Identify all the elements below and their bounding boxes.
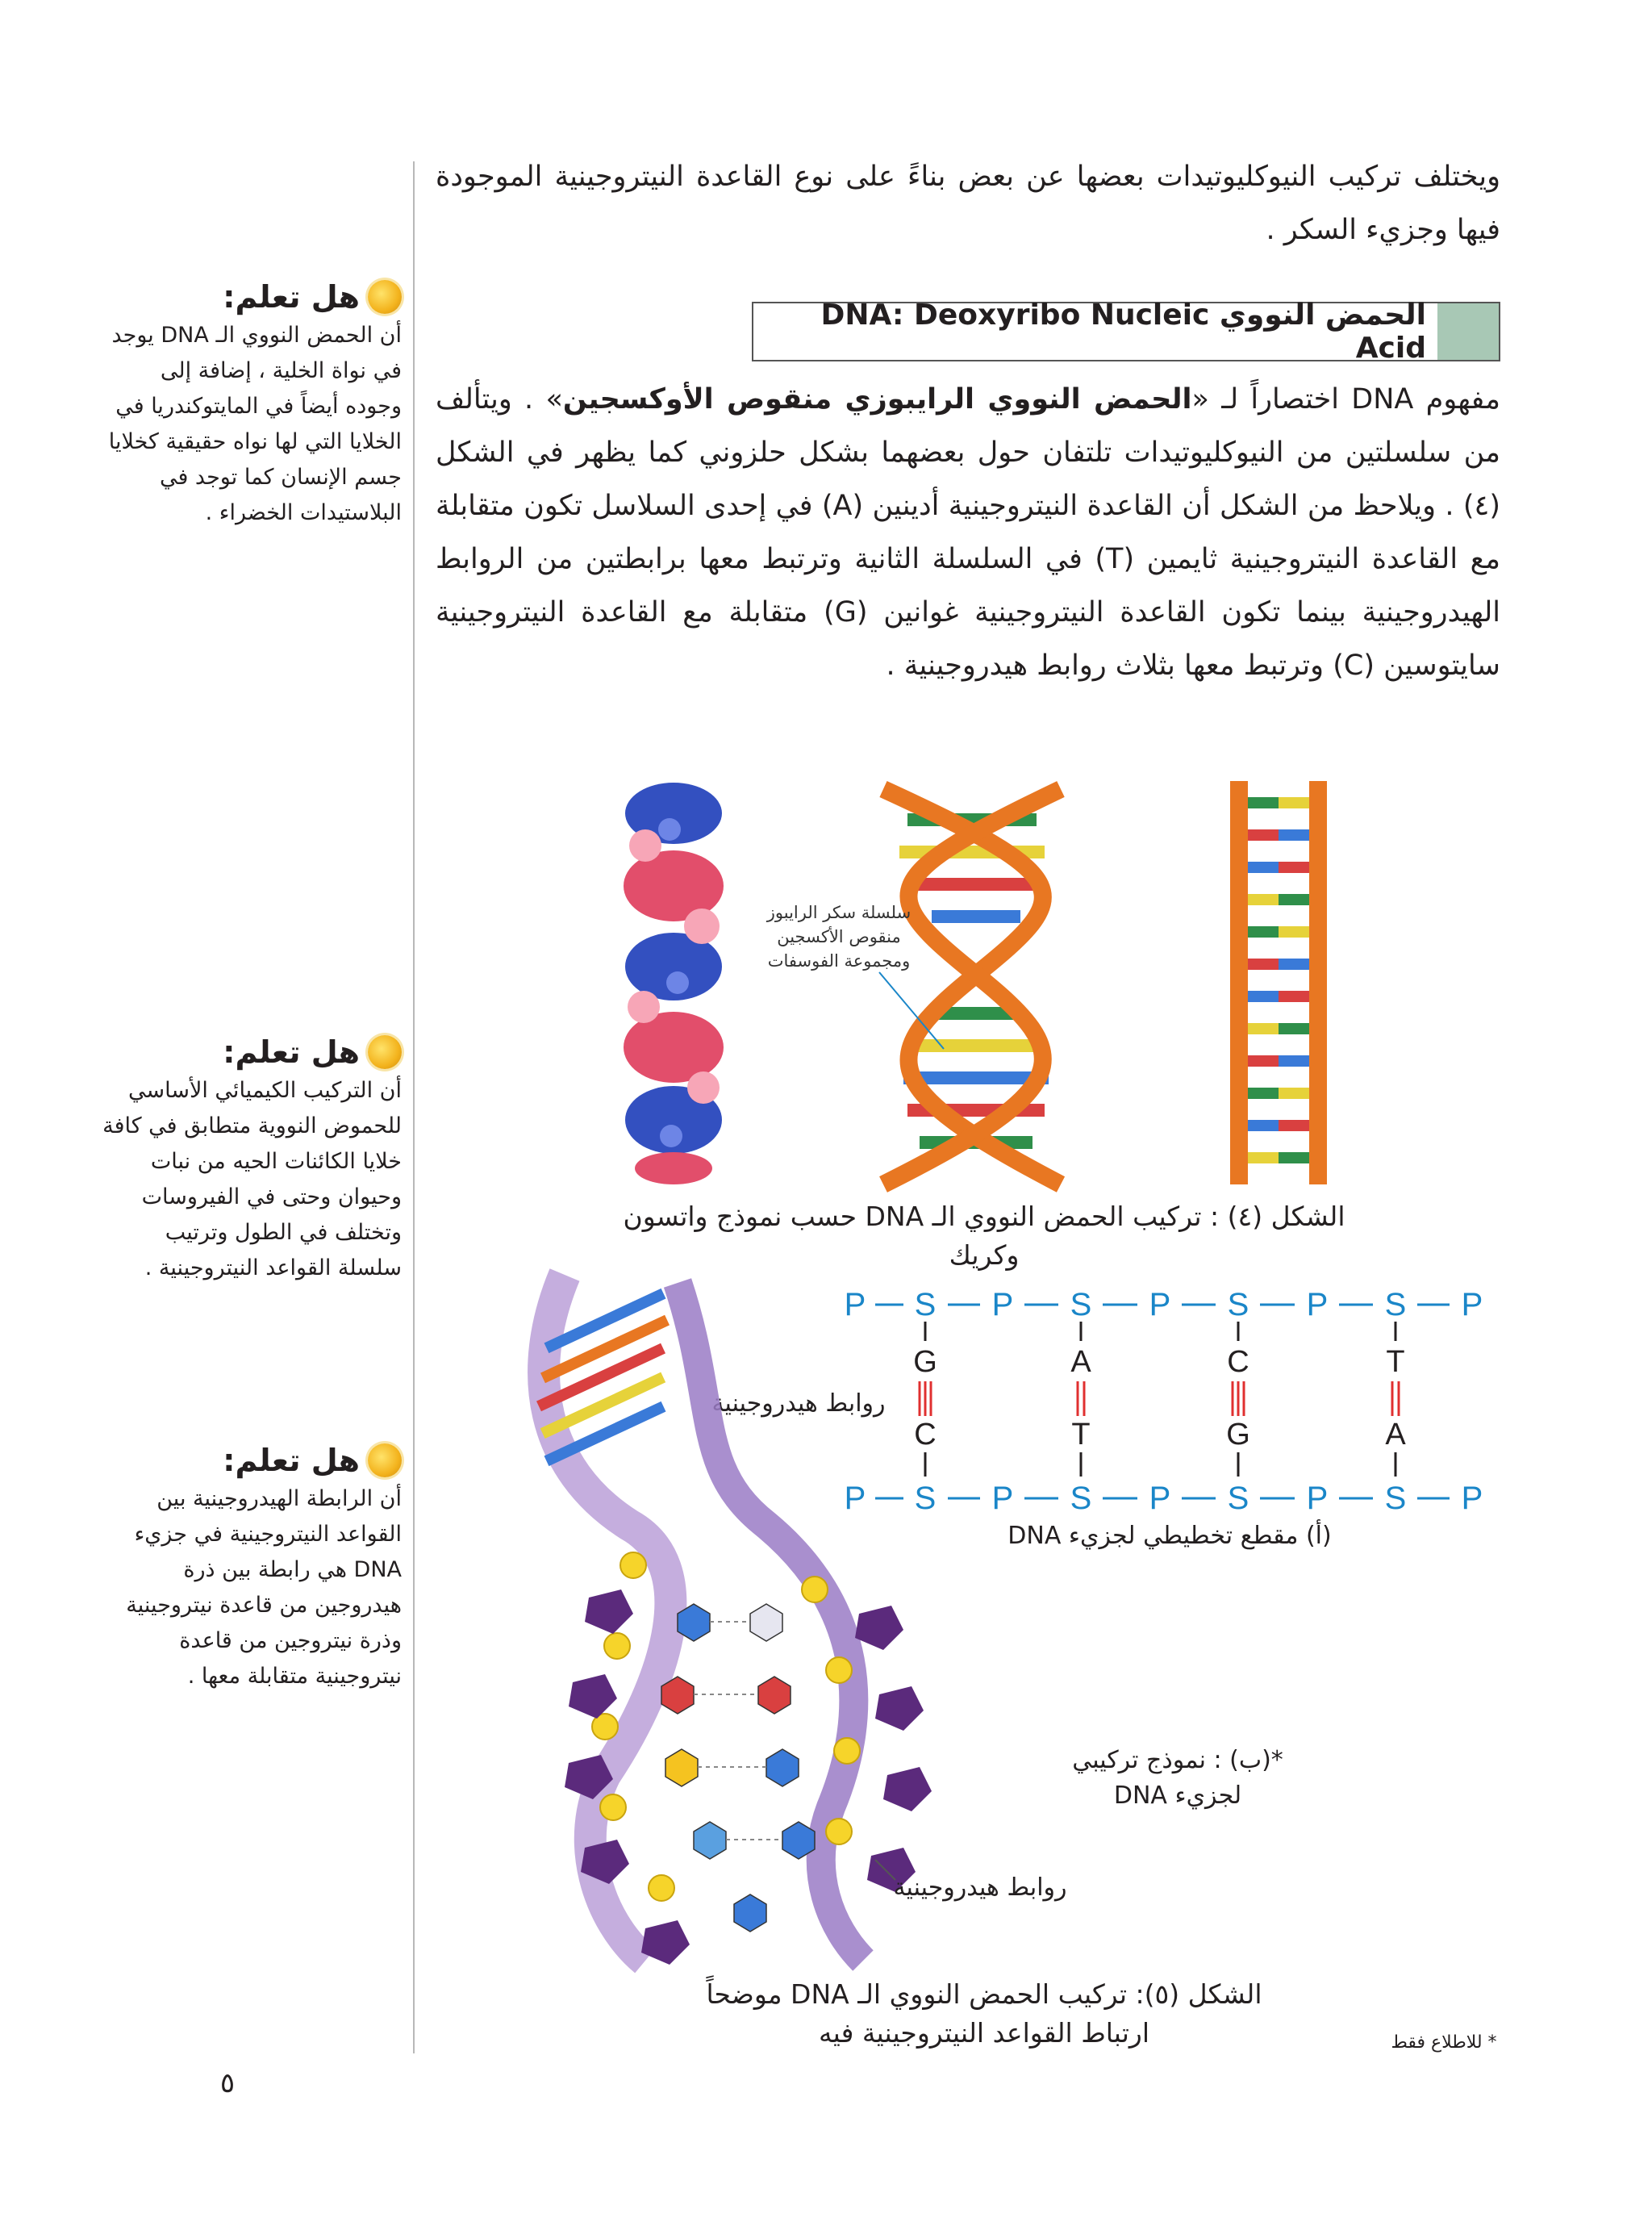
strand-bottom-4: P bbox=[1149, 1481, 1171, 1516]
did-you-know-box-1 bbox=[102, 279, 402, 531]
did-you-know-title: هل تعلم: bbox=[223, 1443, 360, 1478]
figure4-caption: الشكل (٤) : تركيب الحمض النووي الـ DNA حسب نموذج واتسون وكريك bbox=[623, 1201, 1345, 1271]
strand-bottom-5: S bbox=[1227, 1481, 1249, 1516]
base-bottom-3: A bbox=[1385, 1418, 1406, 1452]
intro-paragraph: ويختلف تركيب النيوكليوتيدات بعضها عن بعض بناءً على نوع القاعدة النيتروجينية الموجودة فيها وجزيء السكر . bbox=[436, 161, 1500, 246]
figure5-caption-line-2: ارتباط القواعد النيتروجينية فيه bbox=[818, 2017, 1150, 2049]
model-label-line-1: *(ب) : نموذج تركيبي bbox=[1072, 1746, 1283, 1774]
did-you-know-title: هل تعلم: bbox=[223, 1034, 360, 1070]
bullet-icon bbox=[368, 1443, 402, 1477]
main-paragraph bbox=[436, 373, 1500, 692]
base-bottom-1: T bbox=[1071, 1418, 1091, 1452]
diagram-a-bonds-label: روابط هيدروجينية bbox=[711, 1389, 886, 1418]
strand-bottom-2: P bbox=[991, 1481, 1014, 1516]
annotation-leader-line bbox=[871, 968, 952, 1057]
figure4-annotation bbox=[758, 900, 920, 973]
column-divider bbox=[413, 161, 415, 2053]
annotation-line-3: ومجموعة الفوسفات bbox=[767, 951, 911, 971]
footnote: * للاطلاع فقط bbox=[1391, 2032, 1497, 2053]
strand-top-5: S bbox=[1227, 1287, 1249, 1322]
did-you-know-box-3 bbox=[102, 1443, 402, 1694]
figure5-caption-line-1: الشكل (٥): تركيب الحمض النووي الـ DNA موضحاً bbox=[706, 1978, 1262, 2010]
figure5-caption bbox=[694, 1975, 1274, 2053]
diagram-a-caption: (أ) مقطع تخطيطي لجزيء DNA bbox=[1007, 1522, 1332, 1550]
base-top-3: T bbox=[1386, 1345, 1405, 1379]
did-you-know-text: أن التركيب الكيميائي الأساسي للحموض النووية متطابق في كافة خلايا الكائنات الحيه من نبات وحيوان وحتى في الفيروسات وتختلف في الطول وترتيب سلسلة القواعد النيتروجينية . bbox=[102, 1078, 402, 1280]
did-you-know-box-2 bbox=[102, 1034, 402, 1286]
strand-top-3: S bbox=[1070, 1287, 1092, 1322]
did-you-know-text: أن الحمض النووي الـ DNA يوجد في نواة الخلية ، إضافة إلى وجوده أيضاً في المايتوكندريا في الخلايا التي لها نواه حقيقية كخلايا جسم الإنسان كما توجد في البلاستيدات الخضراء . bbox=[108, 323, 402, 525]
bullet-icon bbox=[368, 1035, 402, 1069]
strand-top-7: S bbox=[1384, 1287, 1407, 1322]
figure4-space-filling-model bbox=[613, 781, 734, 1184]
base-bottom-2: G bbox=[1226, 1418, 1250, 1452]
section-heading bbox=[752, 299, 1500, 365]
figure4-ladder-model bbox=[1222, 781, 1335, 1184]
strand-top-0: P bbox=[844, 1287, 866, 1322]
strand-top-2: P bbox=[991, 1287, 1014, 1322]
strand-bottom-6: P bbox=[1306, 1481, 1329, 1516]
main-paragraph-part2: » . ويتألف من سلسلتين من النيوكليوتيدات تلتفان حول بعضهما بشكل حلزوني كما يظهر في الشكل (٤) . ويلاحظ من الشكل أن القاعدة النيتروجينية أدينين (A) في إحدى السلاسل تكون متقابلة مع القاعدة النيتروجينية ثايمين (T) في السلسلة الثانية وترتبط معها برابطتين من الروابط الهيدروجينية بينما تكون القاعدة النيتروجينية غوانين (G) متقابلة مع القاعدة النيتروجينية سايتوسين (C) وترتبط معها بثلاث روابط هيدروجينية . bbox=[436, 383, 1501, 682]
strand-bottom-0: P bbox=[844, 1481, 866, 1516]
bonds-leader-line bbox=[871, 1856, 903, 1888]
heading-color-tab bbox=[1437, 303, 1499, 360]
strand-bottom-8: P bbox=[1461, 1481, 1483, 1516]
base-bottom-0: C bbox=[914, 1418, 937, 1452]
did-you-know-text: أن الرابطة الهيدروجينية بين القواعد النيتروجينية في جزيء DNA هي رابطة بين ذرة هيدروجين من قاعدة نيتروجينية وذرة نيتروجين من قاعدة نيتروجينية متقابلة معها . bbox=[126, 1486, 402, 1689]
base-top-1: A bbox=[1070, 1345, 1091, 1379]
strand-top-4: P bbox=[1149, 1287, 1171, 1322]
main-paragraph-bold: الحمض النووي الرايبوزي منقوص الأوكسجين bbox=[562, 383, 1192, 416]
strand-top-6: P bbox=[1306, 1287, 1329, 1322]
strand-bottom-7: S bbox=[1384, 1481, 1407, 1516]
annotation-line-2: منقوص الأكسجين bbox=[777, 927, 901, 946]
strand-top-8: P bbox=[1461, 1287, 1483, 1322]
figure5-model-label bbox=[1049, 1743, 1307, 1814]
annotation-line-1: سلسلة سكر الرايبوز bbox=[766, 903, 912, 922]
strand-bottom-3: S bbox=[1070, 1481, 1092, 1516]
main-paragraph-part1: مفهوم DNA اختصاراً لـ « bbox=[1191, 383, 1500, 416]
page-number: ٥ bbox=[219, 2067, 236, 2099]
strand-bottom-1: S bbox=[914, 1481, 937, 1516]
base-top-2: C bbox=[1227, 1345, 1249, 1379]
base-top-0: G bbox=[913, 1345, 937, 1379]
did-you-know-title: هل تعلم: bbox=[223, 279, 360, 315]
bullet-icon bbox=[368, 280, 402, 314]
strand-top-1: S bbox=[914, 1287, 937, 1322]
model-label-line-2: لجزيء DNA bbox=[1113, 1782, 1242, 1810]
figure5-bonds-label: روابط هيدروجينية bbox=[893, 1873, 1067, 1902]
section-heading-text: الحمض النووي DNA: Deoxyribo Nucleic Acid bbox=[820, 299, 1426, 365]
